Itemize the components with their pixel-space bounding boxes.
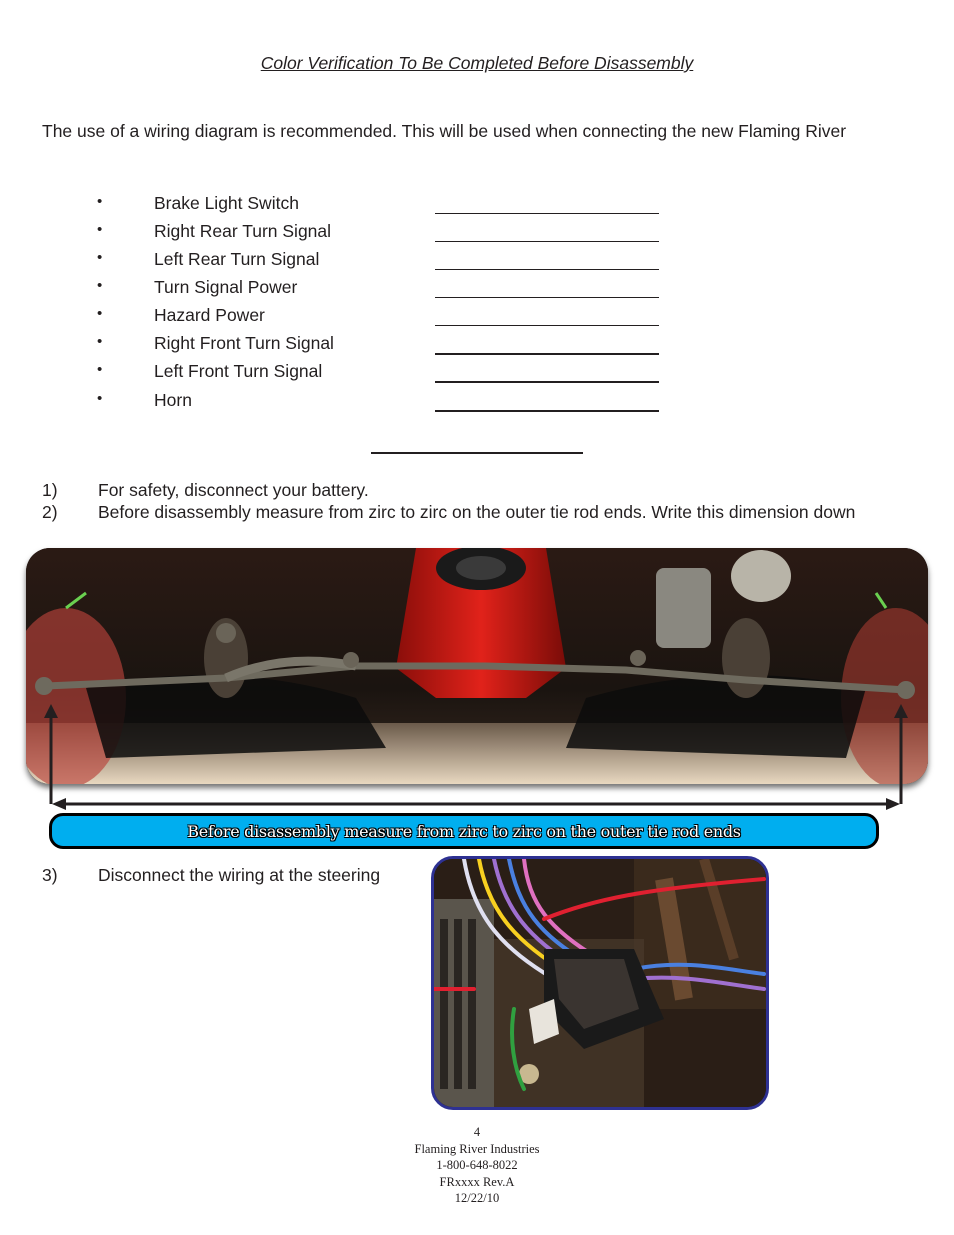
checklist-item (0, 361, 954, 389)
bullet: • (97, 221, 103, 238)
checklist-label: Left Rear Turn Signal (154, 249, 320, 269)
color-entry-line (435, 297, 659, 298)
checklist-label: Brake Light Switch (154, 193, 299, 213)
section-divider (371, 452, 583, 454)
step-number: 1) (42, 480, 58, 500)
color-entry-line (435, 269, 659, 270)
intro-paragraph: The use of a wiring diagram is recommended. This will be used when connecting the new Flaming River (42, 121, 847, 141)
step-text: Before disassembly measure from zirc to zirc on the outer tie rod ends. Write this dimension down (98, 502, 856, 522)
checklist-item (0, 221, 954, 249)
banner-text: Before disassembly measure from zirc to zirc on the outer tie rod ends (187, 821, 741, 841)
step-2 (0, 502, 954, 526)
phone-number: 1-800-648-8022 (436, 1158, 518, 1172)
color-entry-line (435, 410, 659, 412)
checklist-item (0, 193, 954, 221)
bullet: • (97, 277, 103, 294)
checklist-item (0, 333, 954, 361)
company-name: Flaming River Industries (414, 1141, 540, 1156)
revision-date: 12/22/10 (454, 1191, 500, 1205)
checklist-item (0, 249, 954, 277)
bullet: • (97, 305, 103, 322)
steering-wiring-illustration (434, 859, 766, 1107)
bullet: • (97, 361, 103, 378)
page-number: 4 (473, 1125, 481, 1139)
step-number: 2) (42, 502, 58, 522)
checklist-label: Horn (154, 390, 192, 410)
checklist-item (0, 390, 954, 418)
bullet: • (97, 333, 103, 350)
bullet: • (97, 390, 103, 407)
document-id: FRxxxx Rev.A (439, 1174, 515, 1189)
checklist-label: Right Rear Turn Signal (154, 221, 332, 241)
color-entry-line (435, 381, 659, 383)
color-entry-line (435, 241, 659, 242)
color-entry-line (435, 213, 659, 214)
bullet: • (97, 193, 103, 210)
checklist-label: Turn Signal Power (154, 277, 298, 297)
step-number: 3) (42, 865, 58, 885)
step-text: Disconnect the wiring at the steering (98, 865, 381, 885)
page-footer (0, 1124, 954, 1207)
steering-wiring-photo (431, 856, 769, 1110)
checklist-label: Hazard Power (154, 305, 265, 325)
bullet: • (97, 249, 103, 266)
checklist-item (0, 277, 954, 305)
measurement-arrows (40, 700, 912, 812)
checklist-item (0, 305, 954, 333)
color-entry-line (435, 325, 659, 326)
step-text: For safety, disconnect your battery. (98, 480, 369, 500)
checklist-label: Left Front Turn Signal (154, 361, 323, 381)
page-heading: Color Verification To Be Completed Before Disassembly (260, 53, 694, 73)
measurement-banner (49, 813, 879, 849)
checklist-label: Right Front Turn Signal (154, 333, 334, 353)
step-1 (0, 480, 954, 504)
color-entry-line (435, 353, 659, 355)
